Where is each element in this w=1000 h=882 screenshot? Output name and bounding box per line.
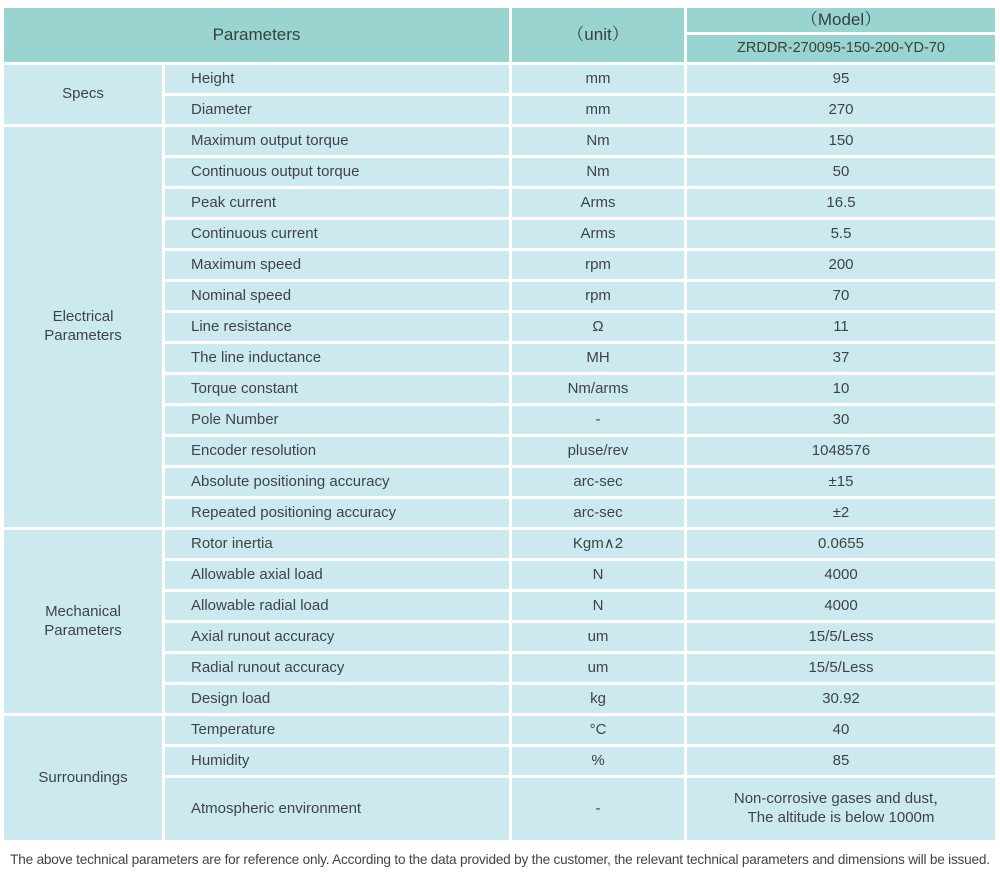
param-label: Line resistance xyxy=(165,313,509,341)
param-label: Height xyxy=(165,65,509,93)
param-value: 70 xyxy=(687,282,995,310)
unit-value: N xyxy=(512,561,684,589)
unit-value: Arms xyxy=(512,220,684,248)
unit-value: um xyxy=(512,654,684,682)
param-label: Atmospheric environment xyxy=(165,778,509,840)
param-label: Continuous output torque xyxy=(165,158,509,186)
param-label: Axial runout accuracy xyxy=(165,623,509,651)
param-value: 10 xyxy=(687,375,995,403)
unit-value: - xyxy=(512,406,684,434)
param-value: 0.0655 xyxy=(687,530,995,558)
param-label: The line inductance xyxy=(165,344,509,372)
unit-value: Nm xyxy=(512,127,684,155)
param-label: Repeated positioning accuracy xyxy=(165,499,509,527)
param-value-line1: Non-corrosive gases and dust， xyxy=(733,790,949,808)
unit-value: Arms xyxy=(512,189,684,217)
model-number: ZRDDR-270095-150-200-YD-70 xyxy=(687,35,995,62)
param-label: Maximum output torque xyxy=(165,127,509,155)
param-value: 15/5/Less xyxy=(687,654,995,682)
table-row xyxy=(4,716,995,744)
param-label: Maximum speed xyxy=(165,251,509,279)
param-value-line2: The altitude is below 1000m xyxy=(747,809,935,826)
param-label: Pole Number xyxy=(165,406,509,434)
param-label: Nominal speed xyxy=(165,282,509,310)
param-label: Allowable radial load xyxy=(165,592,509,620)
unit-value: N xyxy=(512,592,684,620)
param-label: Humidity xyxy=(165,747,509,775)
param-value: ±15 xyxy=(687,468,995,496)
param-label: Design load xyxy=(165,685,509,713)
group-label-surroundings xyxy=(4,716,162,840)
footer-note: The above technical parameters are for reference only. According to the data provided by the customer, the relevant technical parameters and dimensions will be issued. xyxy=(10,852,990,867)
header-parameters: Parameters xyxy=(4,8,509,62)
unit-value: mm xyxy=(512,96,684,124)
group-label-electrical xyxy=(4,127,162,527)
param-value: 4000 xyxy=(687,592,995,620)
group-label-specs xyxy=(4,65,162,124)
param-value xyxy=(687,778,995,840)
param-label: Peak current xyxy=(165,189,509,217)
param-value: ±2 xyxy=(687,499,995,527)
param-label: Diameter xyxy=(165,96,509,124)
unit-value: Nm/arms xyxy=(512,375,684,403)
unit-value: Kgm∧2 xyxy=(512,530,684,558)
param-label: Absolute positioning accuracy xyxy=(165,468,509,496)
param-value: 50 xyxy=(687,158,995,186)
unit-value: % xyxy=(512,747,684,775)
unit-value: - xyxy=(512,778,684,840)
group-label-text: Specs xyxy=(62,85,104,103)
param-value: 150 xyxy=(687,127,995,155)
param-label: Encoder resolution xyxy=(165,437,509,465)
table-row xyxy=(4,65,995,93)
group-label-mechanical xyxy=(4,530,162,713)
param-value: 270 xyxy=(687,96,995,124)
param-value: 11 xyxy=(687,313,995,341)
unit-value: Ω xyxy=(512,313,684,341)
table-row xyxy=(4,127,995,155)
param-value: 5.5 xyxy=(687,220,995,248)
unit-value: mm xyxy=(512,65,684,93)
unit-value: pluse/rev xyxy=(512,437,684,465)
param-label: Torque constant xyxy=(165,375,509,403)
group-label-text: Surroundings xyxy=(38,768,128,786)
param-value: 30 xyxy=(687,406,995,434)
unit-value: MH xyxy=(512,344,684,372)
param-value: 95 xyxy=(687,65,995,93)
param-value: 4000 xyxy=(687,561,995,589)
unit-value: rpm xyxy=(512,251,684,279)
param-label: Allowable axial load xyxy=(165,561,509,589)
param-label: Temperature xyxy=(165,716,509,744)
unit-value: °C xyxy=(512,716,684,744)
param-value: 37 xyxy=(687,344,995,372)
param-label: Rotor inertia xyxy=(165,530,509,558)
unit-value: Nm xyxy=(512,158,684,186)
table-row xyxy=(4,530,995,558)
spec-table xyxy=(1,5,998,843)
param-value: 16.5 xyxy=(687,189,995,217)
param-label: Radial runout accuracy xyxy=(165,654,509,682)
unit-value: um xyxy=(512,623,684,651)
param-value: 200 xyxy=(687,251,995,279)
unit-value: arc-sec xyxy=(512,468,684,496)
unit-value: kg xyxy=(512,685,684,713)
param-value: 40 xyxy=(687,716,995,744)
unit-value: rpm xyxy=(512,282,684,310)
param-value: 1048576 xyxy=(687,437,995,465)
param-value: 30.92 xyxy=(687,685,995,713)
group-label-text: Mechanical Parameters xyxy=(44,602,122,639)
param-label: Continuous current xyxy=(165,220,509,248)
header-unit: （unit） xyxy=(512,8,684,62)
param-value: 15/5/Less xyxy=(687,623,995,651)
header-model: （Model） xyxy=(687,8,995,32)
param-value: 85 xyxy=(687,747,995,775)
unit-value: arc-sec xyxy=(512,499,684,527)
group-label-text: Electrical Parameters xyxy=(44,308,122,344)
